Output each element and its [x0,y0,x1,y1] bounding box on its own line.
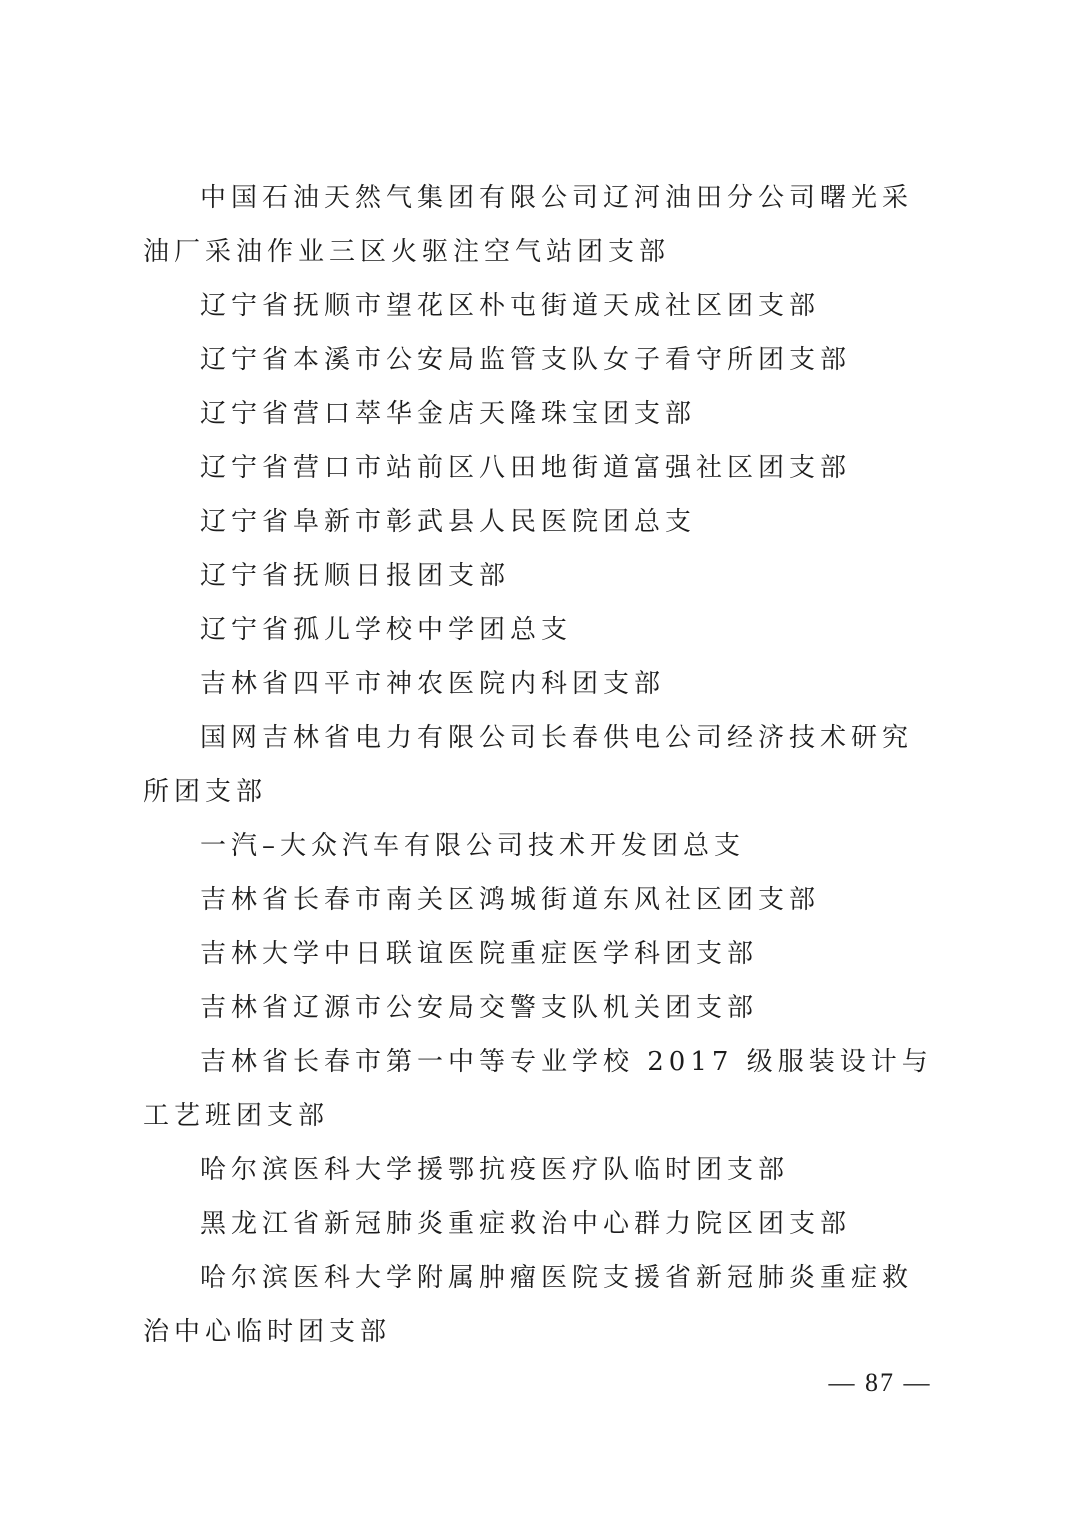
list-item: 辽宁省营口市站前区八田地街道富强社区团支部 [200,453,852,483]
list-item: 吉林省长春市第一中等专业学校 2017 级服装设计与工艺班团支部 [143,1047,933,1131]
list-item: 辽宁省孤儿学校中学团总支 [200,615,573,645]
list-item: 哈尔滨医科大学附属肿瘤医院支援省新冠肺炎重症救治中心临时团支部 [143,1263,914,1347]
list-item: 辽宁省营口萃华金店天隆珠宝团支部 [200,399,697,429]
list-item: 辽宁省本溪市公安局监管支队女子看守所团支部 [200,345,852,375]
list-item: 吉林省长春市南关区鸿城街道东风社区团支部 [200,885,821,915]
list-item: 国网吉林省电力有限公司长春供电公司经济技术研究所团支部 [143,723,914,807]
list-item: 吉林省辽源市公安局交警支队机关团支部 [200,993,759,1023]
page-number: — 87 — [828,1368,932,1397]
list-item: 吉林省四平市神农医院内科团支部 [200,669,666,699]
list-item: 中国石油天然气集团有限公司辽河油田分公司曙光采油厂采油作业三区火驱注空气站团支部 [143,183,914,267]
list-item: 吉林大学中日联谊医院重症医学科团支部 [200,939,759,969]
list-item: 黑龙江省新冠肺炎重症救治中心群力院区团支部 [200,1209,852,1239]
list-item: 一汽–大众汽车有限公司技术开发团总支 [200,831,746,861]
list-item: 辽宁省抚顺市望花区朴屯街道天成社区团支部 [200,291,821,321]
list-item: 辽宁省抚顺日报团支部 [200,561,511,591]
organization-list [143,171,943,1359]
list-item: 辽宁省阜新市彰武县人民医院团总支 [200,507,697,537]
list-item: 哈尔滨医科大学援鄂抗疫医疗队临时团支部 [200,1155,790,1185]
